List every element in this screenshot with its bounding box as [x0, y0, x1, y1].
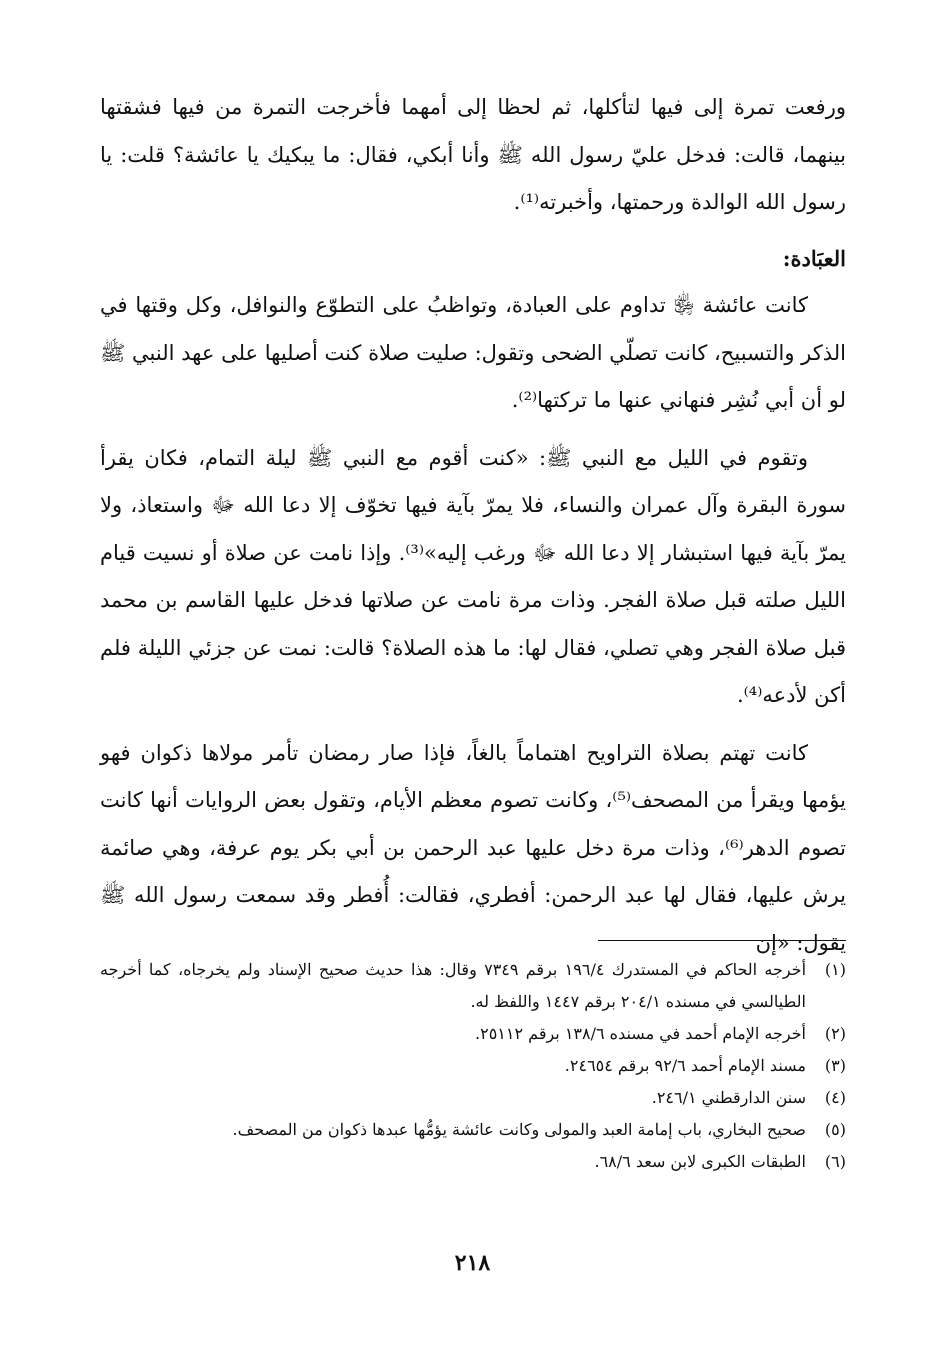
paragraph-2: كانت عائشة ﵂ تداوم على العبادة، وتواظبُ على التطوّع والنوافل، وكل وقتها في الذكر والتسبيح، كانت تصلّي الضحى وتقول: صليت صلاة كنت أصليها على عهد النبي ﷺ لو أن أبي نُشِر فنهاني عنها ما تركتها⁽²⁾.	[100, 293, 846, 412]
footnote	[100, 1018, 846, 1050]
footnote-number: (٦)	[824, 1152, 846, 1171]
footnote-number: (٤)	[824, 1088, 846, 1107]
footnote-text: سنن الدارقطني ٢٤٦/١.	[651, 1088, 806, 1107]
footnote-text: الطبقات الكبرى لابن سعد ٦٨/٦.	[594, 1152, 806, 1171]
footnote-text: أخرجه الإمام أحمد في مسنده ١٣٨/٦ برقم ٢٥١١٢.	[475, 1024, 806, 1043]
footnote	[100, 1146, 846, 1178]
paragraph-1: ورفعت تمرة إلى فيها لتأكلها، ثم لحظا إلى أمهما فأخرجت التمرة من فيها فشقتها بينهما، قالت: فدخل عليّ رسول الله ﷺ وأنا أبكي، فقال: ما يبكيك يا عائشة؟ قلت: يا رسول الله الوالدة ورحمتها، وأخبرته⁽¹⁾.	[100, 95, 846, 214]
footnote-number: (٥)	[824, 1120, 846, 1139]
section-heading: العبَادة:	[782, 245, 846, 271]
main-text	[100, 84, 846, 967]
footnote-divider	[598, 940, 846, 941]
paragraph-4: كانت تهتم بصلاة التراويح اهتماماً بالغاً، فإذا صار رمضان تأمر مولاها ذكوان فهو يؤمها ويقرأ من المصحف⁽⁵⁾، وكانت تصوم معظم الأيام، وتقول بعض الروايات أنها كانت تصوم الدهر⁽⁶⁾، وذات مرة دخل عليها عبد الرحمن بن أبي بكر يوم عرفة، وهي صائمة يرش عليها، فقال لها عبد الرحمن: أفطري، فقالت: أُفطر وقد سمعت رسول الله ﷺ يقول: «إن	[100, 740, 847, 955]
paragraph-3: وتقوم في الليل مع النبي ﷺ: «كنت أقوم مع النبي ﷺ ليلة التمام، فكان يقرأ سورة البقرة وآل عمران والنساء، فلا يمرّ بآية فيها تخوّف إلا دعا الله ﷻ واستعاذ، ولا يمرّ بآية فيها استبشار إلا دعا الله ﷻ ورغب إليه»⁽³⁾. وإذا نامت عن صلاة أو نسيت قيام الليل صلته قبل صلاة الفجر. وذات مرة نامت عن صلاتها فدخل عليها القاسم بن محمد قبل صلاة الفجر وهي تصلي، فقال لها: ما هذه الصلاة؟ قالت: نمت عن جزئي الليلة فلم أكن لأدعه⁽⁴⁾.	[100, 445, 846, 707]
footnote	[100, 954, 846, 1018]
page-number: ٢١٨	[454, 1250, 491, 1276]
footnote-number: (١)	[824, 960, 846, 979]
footnotes	[100, 954, 846, 1178]
footnote	[100, 1082, 846, 1114]
footnote-text: صحيح البخاري، باب إمامة العبد والمولى وكانت عائشة يؤمُّها عبدها ذكوان من المصحف.	[232, 1120, 806, 1139]
footnote-number: (٢)	[824, 1024, 846, 1043]
footnote-number: (٣)	[824, 1056, 846, 1075]
footnote-text: أخرجه الحاكم في المستدرك ١٩٦/٤ برقم ٧٣٤٩ وقال: هذا حديث صحيح الإسناد ولم يخرجاه، كما أخرجه الطيالسي في مسنده ٢٠٤/١ برقم ١٤٤٧ واللفظ له.	[100, 960, 807, 1011]
footnote	[100, 1050, 846, 1082]
footnote-text: مسند الإمام أحمد ٩٢/٦ برقم ٢٤٦٥٤.	[564, 1056, 806, 1075]
footnote	[100, 1114, 846, 1146]
